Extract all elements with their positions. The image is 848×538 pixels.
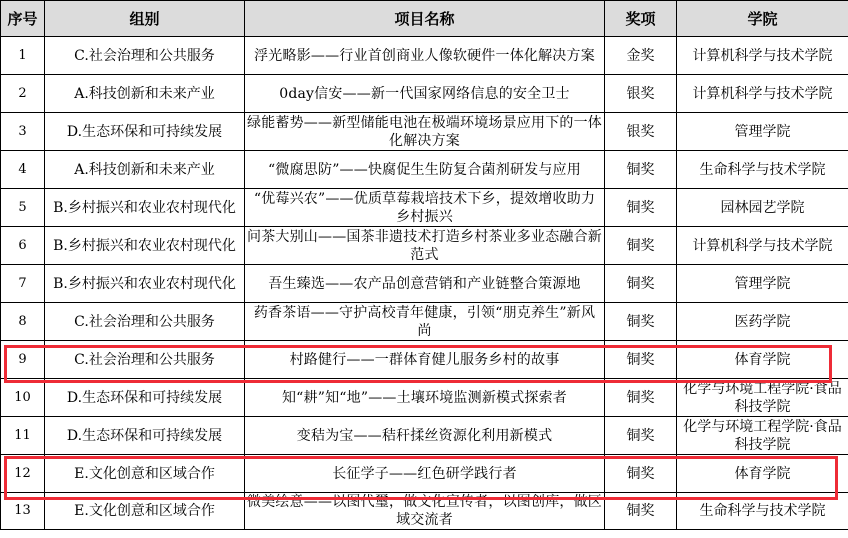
cell-group: B.乡村振兴和农业农村现代化 xyxy=(45,227,245,265)
header-group: 组别 xyxy=(45,1,245,37)
table-row xyxy=(1,493,848,530)
cell-college: 管理学院 xyxy=(677,113,848,151)
cell-college: 生命科学与技术学院 xyxy=(677,151,848,189)
cell-no: 1 xyxy=(1,37,45,75)
cell-group: C.社会治理和公共服务 xyxy=(45,37,245,75)
cell-project: “微腐思防”——快腐促生生防复合菌剂研发与应用 xyxy=(245,151,605,189)
cell-award: 铜奖 xyxy=(605,151,677,189)
cell-project: 微美绘意——以图代璽，做文化宣传者，以图创库，做区域交流者 xyxy=(245,493,605,530)
header-row xyxy=(1,1,848,37)
cell-award: 铜奖 xyxy=(605,417,677,455)
cell-group: B.乡村振兴和农业农村现代化 xyxy=(45,265,245,303)
table-row xyxy=(1,113,848,151)
header-no: 序号 xyxy=(1,1,45,37)
table-row xyxy=(1,265,848,303)
cell-project: 知“耕”知“地”——土壤环境监测新模式探索者 xyxy=(245,379,605,417)
cell-no: 4 xyxy=(1,151,45,189)
cell-college: 生命科学与技术学院 xyxy=(677,493,848,530)
cell-no: 9 xyxy=(1,341,45,379)
table-row xyxy=(1,37,848,75)
cell-college: 化学与环境工程学院·食品科技学院 xyxy=(677,417,848,455)
cell-college: 计算机科学与技术学院 xyxy=(677,227,848,265)
cell-project: 绿能蓄势——新型储能电池在极端环境场景应用下的一体化解决方案 xyxy=(245,113,605,151)
table-row xyxy=(1,341,848,379)
table-row xyxy=(1,455,848,493)
cell-no: 10 xyxy=(1,379,45,417)
cell-project: 浮光略影——行业首创商业人像软硬件一体化解决方案 xyxy=(245,37,605,75)
cell-no: 12 xyxy=(1,455,45,493)
cell-project: 长征学子——红色研学践行者 xyxy=(245,455,605,493)
cell-group: E.文化创意和区域合作 xyxy=(45,493,245,530)
cell-no: 7 xyxy=(1,265,45,303)
cell-group: D.生态环保和可持续发展 xyxy=(45,113,245,151)
cell-award: 铜奖 xyxy=(605,303,677,341)
cell-project: 0day信安——新一代国家网络信息的安全卫士 xyxy=(245,75,605,113)
cell-award: 银奖 xyxy=(605,113,677,151)
table-row xyxy=(1,227,848,265)
cell-group: A.科技创新和未来产业 xyxy=(45,75,245,113)
cell-award: 铜奖 xyxy=(605,341,677,379)
table-row xyxy=(1,303,848,341)
cell-award: 银奖 xyxy=(605,75,677,113)
cell-award: 铜奖 xyxy=(605,493,677,530)
cell-college: 园林园艺学院 xyxy=(677,189,848,227)
table-row xyxy=(1,189,848,227)
cell-group: C.社会治理和公共服务 xyxy=(45,341,245,379)
table-body xyxy=(1,37,848,530)
cell-no: 3 xyxy=(1,113,45,151)
cell-group: E.文化创意和区域合作 xyxy=(45,455,245,493)
cell-award: 铜奖 xyxy=(605,455,677,493)
cell-group: A.科技创新和未来产业 xyxy=(45,151,245,189)
cell-project: 村路健行——一群体育健儿服务乡村的故事 xyxy=(245,341,605,379)
cell-college: 管理学院 xyxy=(677,265,848,303)
cell-group: D.生态环保和可持续发展 xyxy=(45,417,245,455)
cell-college: 计算机科学与技术学院 xyxy=(677,75,848,113)
header-project: 项目名称 xyxy=(245,1,605,37)
cell-award: 铜奖 xyxy=(605,379,677,417)
cell-project: 问茶大别山——国茶非遗技术打造乡村茶业多业态融合新范式 xyxy=(245,227,605,265)
cell-no: 2 xyxy=(1,75,45,113)
cell-project: 吾生臻选——农产品创意营销和产业链整合策源地 xyxy=(245,265,605,303)
cell-no: 11 xyxy=(1,417,45,455)
cell-college: 体育学院 xyxy=(677,455,848,493)
table-row xyxy=(1,75,848,113)
cell-project: “优莓兴农”——优质草莓栽培技术下乡，提效增收助力乡村振兴 xyxy=(245,189,605,227)
cell-group: C.社会治理和公共服务 xyxy=(45,303,245,341)
cell-no: 13 xyxy=(1,493,45,530)
cell-no: 5 xyxy=(1,189,45,227)
cell-college: 医药学院 xyxy=(677,303,848,341)
header-award: 奖项 xyxy=(605,1,677,37)
cell-college: 化学与环境工程学院·食品科技学院 xyxy=(677,379,848,417)
cell-no: 6 xyxy=(1,227,45,265)
cell-project: 药香茶语——守护高校青年健康，引领“朋克养生”新风尚 xyxy=(245,303,605,341)
cell-group: B.乡村振兴和农业农村现代化 xyxy=(45,189,245,227)
cell-college: 计算机科学与技术学院 xyxy=(677,37,848,75)
cell-award: 铜奖 xyxy=(605,189,677,227)
cell-group: D.生态环保和可持续发展 xyxy=(45,379,245,417)
table-row xyxy=(1,379,848,417)
table-row xyxy=(1,151,848,189)
cell-college: 体育学院 xyxy=(677,341,848,379)
header-college: 学院 xyxy=(677,1,848,37)
cell-award: 金奖 xyxy=(605,37,677,75)
cell-award: 铜奖 xyxy=(605,227,677,265)
cell-project: 变秸为宝——秸秆揉丝资源化利用新模式 xyxy=(245,417,605,455)
cell-no: 8 xyxy=(1,303,45,341)
table-row xyxy=(1,417,848,455)
cell-award: 铜奖 xyxy=(605,265,677,303)
